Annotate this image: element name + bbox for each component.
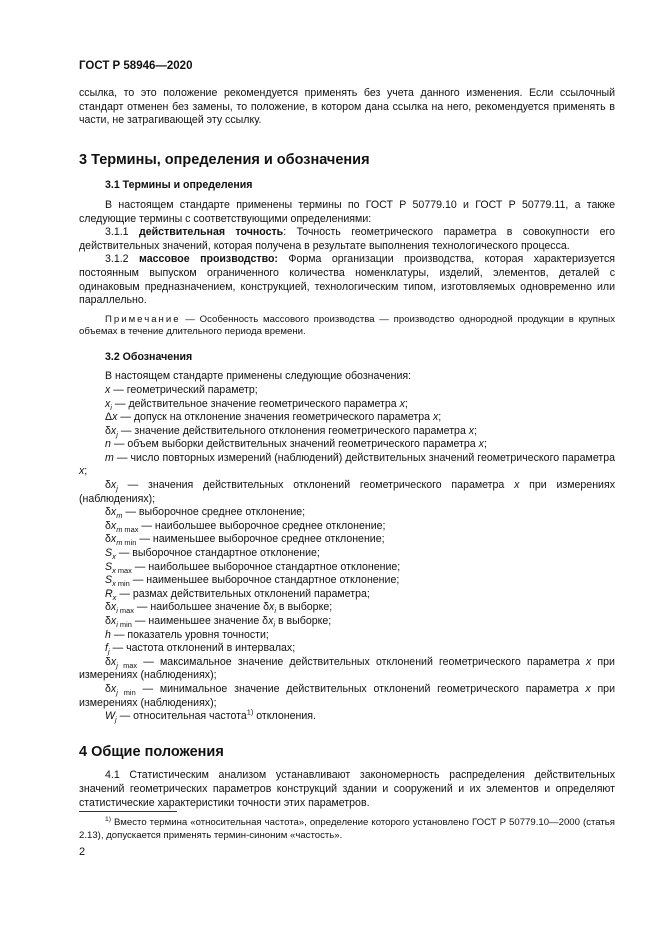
footnote-separator [79,811,177,812]
symbol-wj: $W_j$ — относительная частота$^{1)}$ отклонения. [105,707,316,725]
term-2-num: 3.1.2 [105,253,129,266]
symbol-fj: $f_j$ — частота отклонений в интервалах; [105,642,296,657]
symbol-dx: Δx — допуск на отклонение значения геометрического параметра x; [105,411,442,424]
symbol-m: m — число повторных измерений (наблюдений) действительных значений геометрического параметра x; [79,451,615,478]
symbol-dxj: $\delta x_j$ — значение действительного отклонения геометрического параметра x; [105,424,478,439]
term-2 [79,253,615,307]
term-1-num: 3.1.1 [105,226,129,239]
term-1 [79,226,615,253]
symbol-dxi-max: $\delta x_i$ $_{max}$ — наибольшее значение $\delta x_i$ в выборке; [105,601,333,616]
subsection-3-2-title: 3.2 Обозначения [105,350,193,363]
sub1-intro: В настоящем стандарте применены термины по ГОСТ Р 50779.10 и ГОСТ Р 50779.11, а также следующие термины с соответствующими определениями: [79,198,615,225]
term-2-name: массовое производство: [139,253,278,266]
note [79,314,615,339]
section-4-title: 4 Общие положения [79,743,224,760]
symbol-n: n — объем выборки действительных значений геометрического параметра x; [105,438,487,451]
note-label: Примечание [105,313,181,325]
page-number: 2 [79,846,86,858]
term-1-name: действительная точность [139,226,284,239]
symbol-dxm: $\delta x_m$ — выборочное среднее отклонение; [105,506,306,521]
symbol-dxm-max: $\delta x_m$ $_{max}$ — наибольшее выборочное среднее отклонение; [105,519,386,534]
footnote-mark: 1) [105,815,111,823]
symbol-dxm-min: $\delta x_m$ $_{min}$ — наименьшее выборочное среднее отклонение; [105,533,385,548]
term-2-def: Форма организации производства, которая характеризуется постоянным выпуском ограниченного количества номенклатуры, изделий, элементов, деталей с одинаковым предназначением, конструкцией, технологическим типом, изготовляемых одновременно или параллельно. [79,253,615,307]
document-header: ГОСТ Р 58946—2020 [79,60,193,72]
section-3-title: 3 Термины, определения и обозначения [79,151,370,168]
subsection-3-1-title: 3.1 Термины и определения [105,179,253,192]
footnote-ref: 1) [246,707,254,717]
footnote [79,817,615,843]
symbol-h: h — показатель уровня точности; [105,628,269,641]
symbol-rx: $R_x$ — размах действительных отклонений параметра; [105,587,370,602]
symbol-dxj-min: $\delta x_j$ $_{min}$ — минимальное значение действительных отклонений геометрического параметра x при измерениях (наблюдениях); [79,682,615,709]
symbol-sx-min: $S_x$ $_{min}$ — наименьшее выборочное стандартное отклонение; [105,574,400,589]
term-1-def: : Точность геометрического параметра в совокупности его действительных значений, которая получена в результате выполнения технологического процесса. [79,226,615,252]
paragraph-4-1: 4.1 Статистическим анализом устанавливают закономерность распределения действительных значений геометрических параметров конструкций здании и сооружений и их элементов и определяют статистические характеристики точности этих параметров. [79,769,615,809]
document-body [79,87,615,810]
symbol-dxj-all: $\delta x_j$ — значения действительных отклонений геометрического параметра x при измерениях (наблюдениях); [79,479,615,505]
symbol-sx: $S_x$ — выборочное стандартное отклонение; [105,547,320,562]
symbol-dxj-max: $\delta x_j$ $_{max}$ — максимальное значение действительных отклонений геометрического параметра x при измерениях (наблюдениях); [79,655,615,682]
symbol-sx-max: $S_x$ $_{max}$ — наибольшее выборочное стандартное отклонение; [105,560,401,575]
symbol-x: x — геометрический параметр; [105,383,258,396]
footnote-text: Вместо термина «относительная частота», определение которого установлено ГОСТ Р 50779.10—2000 (статья 2.13), допускается применять термин-синоним «частость». [79,817,615,841]
symbol-xi: $x_i$ — действительное значение геометрического параметра x; [105,397,408,412]
sub2-intro: В настоящем стандарте применены следующие обозначения: [105,370,412,383]
note-text: — Особенность массового производства — производство однородной продукции в крупных объемах в течение длительного периода времени. [79,313,615,338]
intro-paragraph: ссылка, то это положение рекомендуется применять без учета данного изменения. Если ссылочный стандарт отменен без замены, то положение, в котором дана ссылка на него, рекомендуется применять в части, не затрагивающей эту ссылку. [79,87,615,127]
symbol-dxi-min: $\delta x_i$ $_{min}$ — наименьшее значение $\delta x_i$ в выборке; [105,615,332,630]
